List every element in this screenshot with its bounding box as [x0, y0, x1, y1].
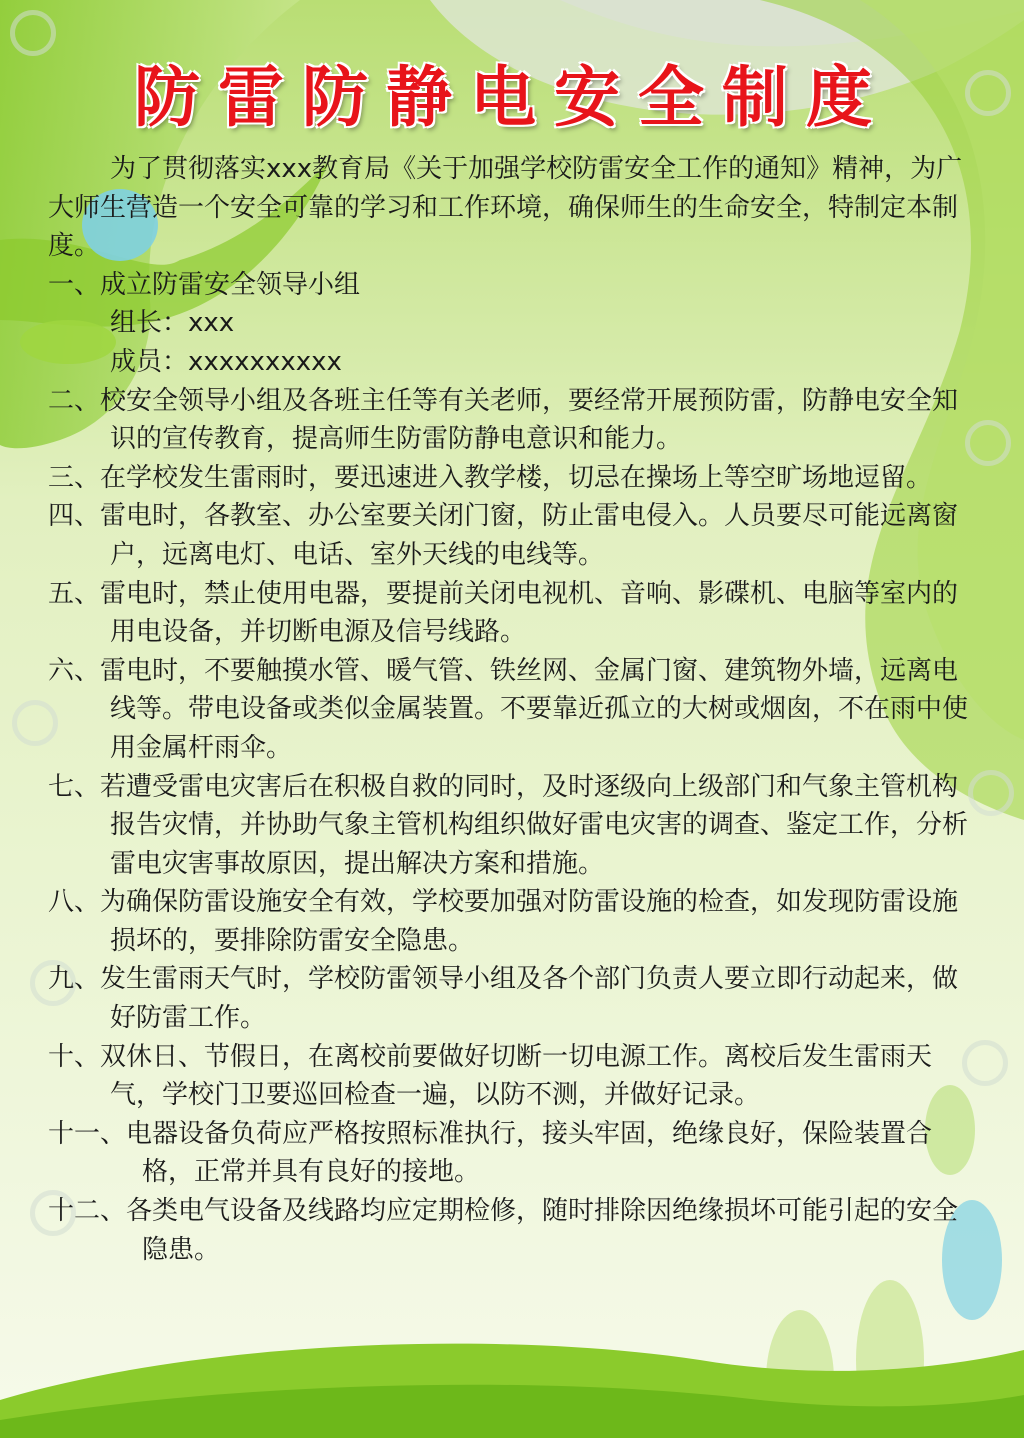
- section-11: 十一、电器设备负荷应严格按照标准执行，接头牢固，绝缘良好，保险装置合格，正常并具有良好的接地。: [48, 1118, 933, 1188]
- page-title: 防雷防静电安全制度: [134, 58, 890, 136]
- section-10: 十、双休日、节假日，在离校前要做好切断一切电源工作。离校后发生雷雨天气，学校门卫要巡回检查一遍，以防不测，并做好记录。: [48, 1041, 933, 1111]
- section-2: 二、校安全领导小组及各班主任等有关老师，要经常开展预防雷，防静电安全知识的宣传教育，提高师生防雷防静电意识和能力。: [48, 385, 959, 455]
- section-8: 八、为确保防雷设施安全有效，学校要加强对防雷设施的检查，如发现防雷设施损坏的，要排除防雷安全隐患。: [48, 887, 959, 956]
- section-6: 六、雷电时，不要触摸水管、暖气管、铁丝网、金属门窗、建筑物外墙，远离电线等。带电设备或类似金属装置。不要靠近孤立的大树或烟囱，不在雨中使用金属杆雨伞。: [48, 655, 969, 763]
- section-1: 一、成立防雷安全领导小组: [48, 269, 361, 300]
- section-12: 十二、各类电气设备及线路均应定期检修，随时排除因绝缘损坏可能引起的安全隐患。: [48, 1196, 959, 1265]
- section-9: 九、发生雷雨天气时，学校防雷领导小组及各个部门负责人要立即行动起来，做好防雷工作。: [48, 964, 959, 1034]
- intro-paragraph: 为了贯彻落实xxx教育局《关于加强学校防雷安全工作的通知》精神，为广大师生营造一个安全可靠的学习和工作环境，确保师生的生命安全，特制定本制度。: [48, 154, 963, 262]
- member-line: 成员：xxxxxxxxxx: [110, 346, 342, 377]
- section-7: 七、若遭受雷电灾害后在积极自救的同时，及时逐级向上级部门和气象主管机构报告灾情，并协助气象主管机构组织做好雷电灾害的调查、鉴定工作，分析雷电灾害事故原因，提出解决方案和措施。: [48, 771, 969, 879]
- section-4: 四、雷电时，各教室、办公室要关闭门窗，防止雷电侵入。人员要尽可能远离窗户，远离电灯、电话、室外天线的电线等。: [48, 501, 959, 570]
- section-5: 五、雷电时，禁止使用电器，要提前关闭电视机、音响、影碟机、电脑等室内的用电设备，并切断电源及信号线路。: [48, 578, 959, 648]
- leader-line: 组长：xxx: [110, 308, 235, 339]
- section-3: 三、在学校发生雷雨时，要迅速进入教学楼，切忌在操场上等空旷场地逗留。: [48, 462, 933, 493]
- document-body: [48, 150, 976, 1269]
- watermark-logo: [10, 10, 56, 56]
